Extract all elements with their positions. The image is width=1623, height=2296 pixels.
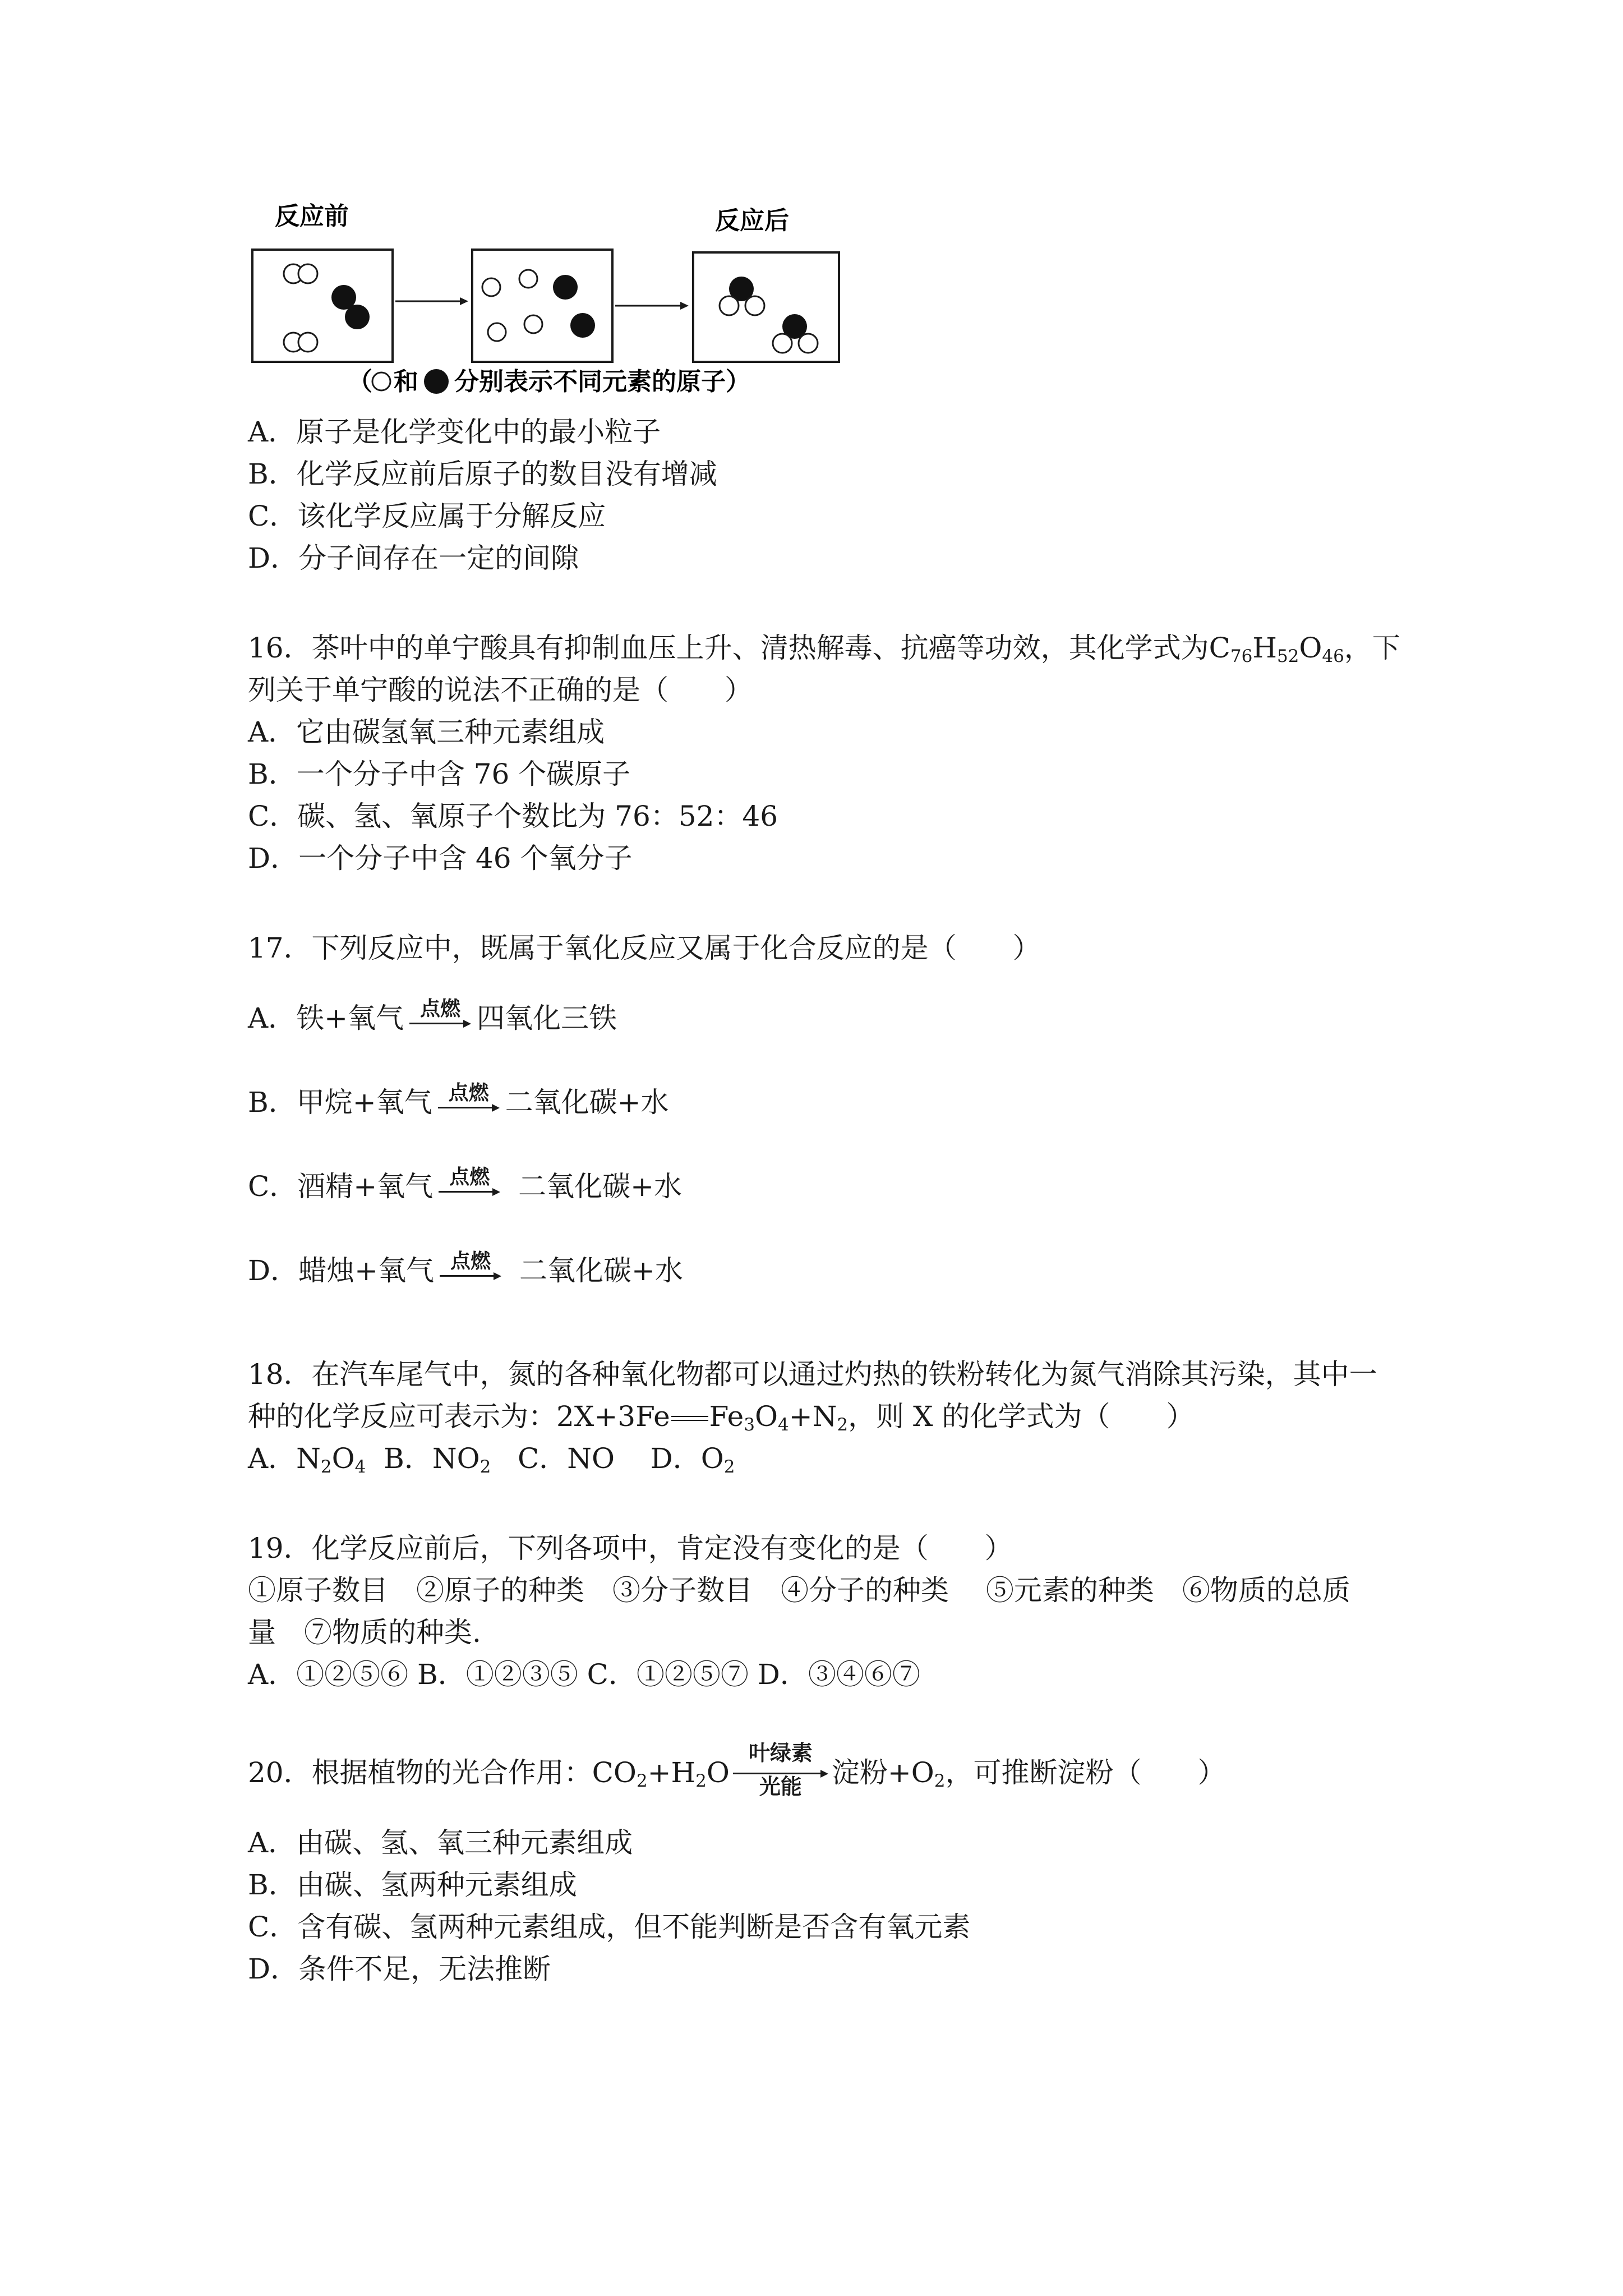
arrow-2-head — [680, 302, 689, 310]
white-atom — [524, 315, 542, 333]
q19-items-line1: ①原子数目 ②原子的种类 ③分子数目 ④分子的种类 ⑤元素的种类 ⑥物质的总质 — [248, 1574, 1350, 1607]
legend-and: 和 — [394, 367, 418, 396]
q16-stem-line2: 列关于单宁酸的说法不正确的是（ ） — [248, 674, 753, 706]
q19-stem: 19．化学反应前后，下列各项中，肯定没有变化的是（ ） — [248, 1532, 1013, 1565]
white-atom — [799, 334, 818, 353]
white-atom — [519, 270, 537, 288]
arrow-1-head — [460, 297, 468, 305]
q16-option-b: B．一个分子中含 76 个碳原子 — [248, 758, 631, 790]
after-label: 反应后 — [715, 206, 789, 235]
q18-options: A．$N_2O_4$ B．$NO_2$ C．NO D．$O_2$ — [248, 1442, 735, 1477]
q16-option-c: C．碳、氢、氧原子个数比为 76：52：46 — [248, 800, 778, 832]
q19-options: A．①②⑤⑥ B．①②③⑤ C．①②⑤⑦ D．③④⑥⑦ — [248, 1658, 920, 1691]
legend-open: （ — [348, 367, 372, 396]
white-atom — [745, 296, 764, 315]
q18-stem-line2: 种的化学反应可表示为：2X+3Fe $Fe_3O_4+N_2$，则 X 的化学式为（ ） — [248, 1400, 1195, 1435]
before-box — [252, 250, 393, 362]
q20-option-c: C．含有碳、氢两种元素组成，但不能判断是否含有氧元素 — [248, 1911, 971, 1943]
q15-option-b: B．化学反应前后原子的数目没有增减 — [248, 458, 717, 490]
black-atom — [570, 313, 595, 338]
q16-option-a: A．它由碳氢氧三种元素组成 — [248, 716, 605, 748]
q20-option-a: A．由碳、氢、氧三种元素组成 — [248, 1826, 633, 1859]
ignite-arrow: 点燃 — [409, 1001, 471, 1035]
q16-stem-text: 16．茶叶中的单宁酸具有抑制血压上升、清热解毒、抗癌等功效，其化学式为 — [248, 632, 1209, 664]
q17-option-a: A．铁+氧气 点燃 四氧化三铁 — [248, 997, 617, 1034]
q15-option-d: D．分子间存在一定的间隙 — [248, 542, 579, 574]
q16-stem-line1: 16．茶叶中的单宁酸具有抑制血压上升、清热解毒、抗癌等功效，其化学式为$C_{76}H_{52}O_{46}$，下 — [248, 632, 1400, 666]
q20-option-d: D．条件不足，无法推断 — [248, 1953, 551, 1985]
reaction-diagram-svg — [241, 202, 858, 404]
legend-text: 分别表示不同元素的原子） — [454, 367, 750, 396]
before-label: 反应前 — [275, 202, 349, 231]
ignite-arrow: 点燃 — [440, 1254, 501, 1287]
white-atom — [773, 334, 792, 353]
q16-option-d: D．一个分子中含 46 个氧分子 — [248, 842, 633, 875]
q17-option-d: D．蜡烛+氧气 点燃 二氧化碳+水 — [248, 1250, 683, 1287]
reaction-diagram — [241, 202, 858, 406]
equals-sign — [670, 1400, 709, 1433]
q20-stem: 20．根据植物的光合作用：$CO_2+H_2O$ 叶绿素 光能 淀粉$+O_2$，可推断淀粉（ ） — [248, 1741, 1226, 1799]
q15-option-a: A．原子是化学变化中的最小粒子 — [248, 416, 661, 448]
q15-option-c: C．该化学反应属于分解反应 — [248, 500, 606, 532]
q16-formula: $C_{76}H_{52}O_{46}$ — [1209, 632, 1344, 666]
q18-stem-line1: 18．在汽车尾气中，氮的各种氧化物都可以通过灼热的铁粉转化为氮气消除其污染，其中一 — [248, 1358, 1377, 1391]
ignite-arrow: 点燃 — [439, 1170, 500, 1203]
white-atom — [298, 333, 317, 352]
white-atom — [488, 323, 506, 341]
black-atom — [345, 305, 370, 329]
black-atom — [553, 275, 578, 300]
q17-option-c: C．酒精+氧气 点燃 二氧化碳+水 — [248, 1166, 683, 1203]
white-atom — [720, 296, 739, 315]
legend-black-atom — [424, 369, 449, 394]
white-atom — [298, 264, 317, 283]
ignite-arrow: 点燃 — [438, 1085, 500, 1119]
q17-stem: 17．下列反应中，既属于氧化反应又属于化合反应的是（ ） — [248, 932, 1041, 964]
legend-white-atom — [372, 372, 390, 390]
q20-option-b: B．由碳、氢两种元素组成 — [248, 1869, 577, 1901]
q17-option-b: B．甲烷+氧气 点燃 二氧化碳+水 — [248, 1082, 669, 1119]
q19-items-line2: 量 ⑦物质的种类. — [248, 1616, 481, 1649]
photosynthesis-arrow: 叶绿素 光能 — [733, 1756, 828, 1789]
white-atom — [482, 278, 500, 296]
middle-box — [472, 250, 612, 362]
